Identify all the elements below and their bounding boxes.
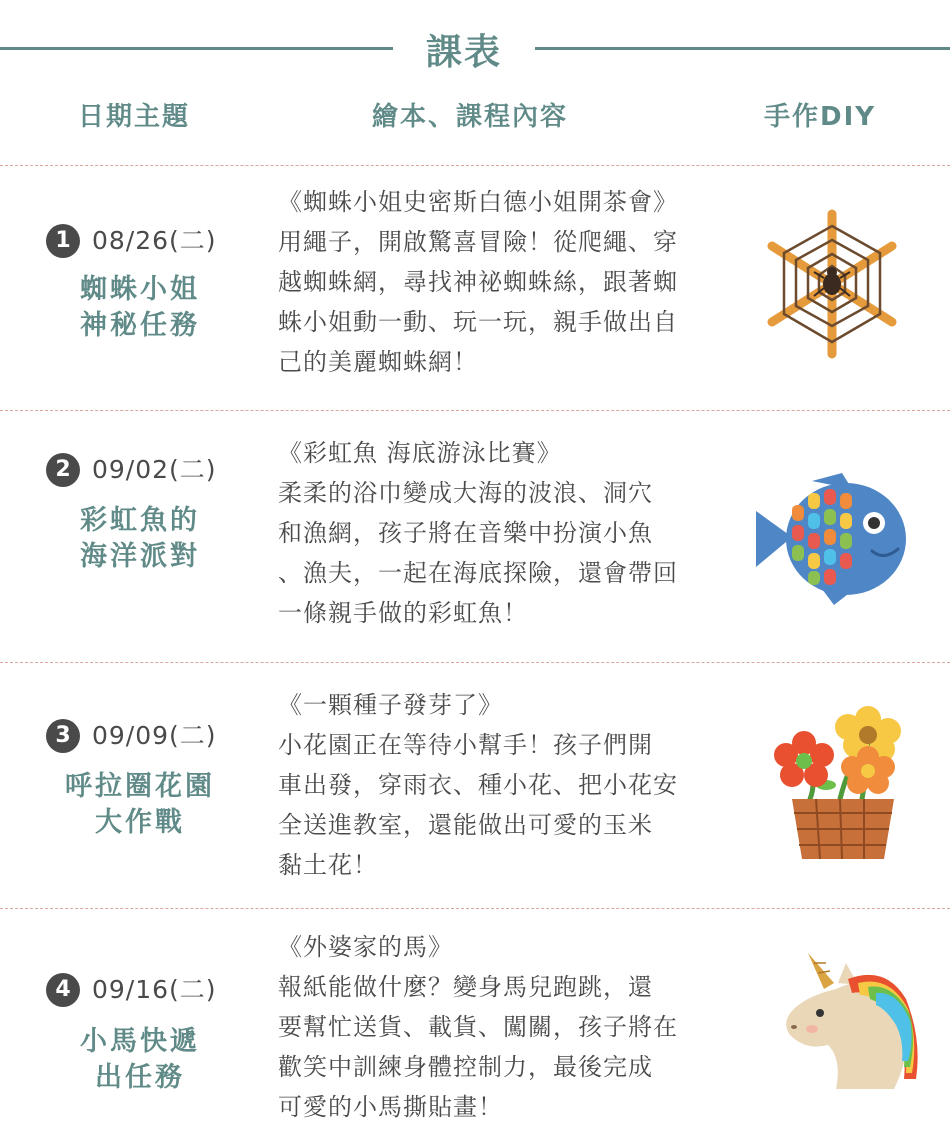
content-line: 一條親手做的彩虹魚！ — [278, 599, 528, 627]
title-rule-right — [535, 47, 950, 50]
column-header-date: 日期主題 — [78, 102, 191, 132]
content-line: 黏土花！ — [278, 851, 378, 879]
content-line: 要幫忙送貨、載貨、闖關，孩子將在 — [278, 1013, 678, 1041]
lesson-theme-line: 出任務 — [95, 1062, 185, 1093]
lesson-date: 09/02(二) — [92, 455, 217, 484]
lesson-theme-line: 神秘任務 — [80, 310, 200, 341]
title-rule-left — [0, 47, 393, 50]
page-title: 課表 — [425, 32, 502, 73]
lesson-theme-line: 彩虹魚的 — [80, 505, 200, 536]
title-bar — [0, 18, 950, 78]
content-line: 用繩子，開啟驚喜冒險！從爬繩、穿 — [278, 228, 678, 256]
book-title: 《彩虹魚 海底游泳比賽》 — [278, 439, 562, 467]
lesson-number: 2 — [46, 453, 80, 487]
lesson-content — [278, 927, 708, 1127]
content-line: 歡笑中訓練身體控制力，最後完成 — [278, 1053, 653, 1081]
content-line: 全送進教室，還能做出可愛的玉米 — [278, 811, 653, 839]
lesson-number: 1 — [46, 224, 80, 258]
lesson-number: 4 — [46, 973, 80, 1007]
content-line: 蛛小姐動一動、玩一玩，親手做出自 — [278, 308, 678, 336]
lesson-theme — [40, 1024, 240, 1096]
flower-basket-craft-icon — [770, 699, 910, 869]
column-header-diy: 手作DIY — [764, 102, 877, 132]
lesson-theme-line: 呼拉圈花園 — [65, 771, 215, 802]
lesson-number: 3 — [46, 719, 80, 753]
lesson-content — [278, 685, 708, 885]
book-title: 《蜘蛛小姐史密斯白德小姐開茶會》 — [278, 188, 678, 216]
book-title: 《外婆家的馬》 — [278, 933, 453, 961]
lesson-theme-line: 大作戰 — [95, 807, 185, 838]
book-title: 《一顆種子發芽了》 — [278, 691, 503, 719]
lesson-theme-line: 海洋派對 — [80, 541, 200, 572]
spider-web-craft-icon — [762, 206, 902, 362]
lesson-row — [0, 909, 950, 1143]
column-header-content: 繪本、課程內容 — [372, 102, 569, 132]
lesson-theme — [40, 769, 240, 841]
content-line: 可愛的小馬撕貼畫！ — [278, 1093, 503, 1121]
content-line: 己的美麗蜘蛛網！ — [278, 348, 478, 376]
lesson-row — [0, 411, 950, 662]
unicorn-craft-icon — [776, 949, 926, 1099]
lesson-content — [278, 433, 708, 633]
content-line: 越蜘蛛網，尋找神祕蜘蛛絲，跟著蜘 — [278, 268, 678, 296]
content-line: 和漁網，孩子將在音樂中扮演小魚 — [278, 519, 653, 547]
lesson-theme — [40, 503, 240, 575]
lesson-content — [278, 182, 708, 382]
content-line: 柔柔的浴巾變成大海的波浪、洞穴 — [278, 479, 653, 507]
content-line: 車出發，穿雨衣、種小花、把小花安 — [278, 771, 678, 799]
lesson-row — [0, 663, 950, 908]
lesson-theme-line: 小馬快遞 — [80, 1026, 200, 1057]
content-line: 報紙能做什麼？變身馬兒跑跳，還 — [278, 973, 653, 1001]
lesson-date: 09/16(二) — [92, 975, 217, 1004]
rainbow-fish-craft-icon — [752, 471, 912, 611]
lesson-theme-line: 蜘蛛小姐 — [80, 274, 200, 305]
lesson-theme — [40, 272, 240, 344]
lesson-row — [0, 166, 950, 410]
content-line: 小花園正在等待小幫手！孩子們開 — [278, 731, 653, 759]
lesson-date: 09/09(二) — [92, 721, 217, 750]
lesson-date: 08/26(二) — [92, 226, 217, 255]
content-line: 、漁夫，一起在海底探險，還會帶回 — [278, 559, 678, 587]
